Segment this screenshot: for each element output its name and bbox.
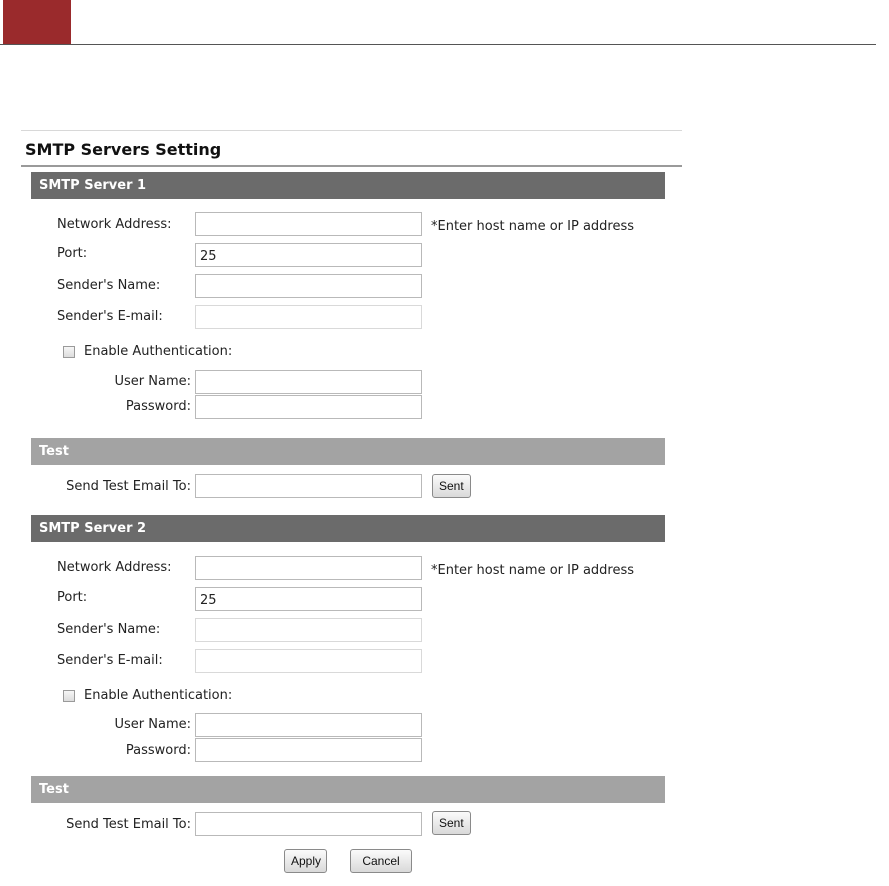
sent-button-2[interactable]: Sent bbox=[432, 811, 471, 835]
network-address-label: Network Address: bbox=[57, 217, 172, 232]
network-address-label: Network Address: bbox=[57, 560, 172, 575]
enable-auth-label: Enable Authentication: bbox=[84, 688, 233, 703]
password-input-2[interactable] bbox=[195, 738, 422, 762]
test-email-label: Send Test Email To: bbox=[66, 479, 191, 494]
enable-auth-label: Enable Authentication: bbox=[84, 344, 233, 359]
username-label: User Name: bbox=[114, 717, 191, 732]
sender-name-input-2[interactable] bbox=[195, 618, 422, 642]
network-address-hint: *Enter host name or IP address bbox=[431, 219, 635, 234]
section-header-smtp-server-1: SMTP Server 1 bbox=[31, 172, 665, 199]
sender-name-input-1[interactable] bbox=[195, 274, 422, 298]
sender-name-label: Sender's Name: bbox=[57, 622, 161, 637]
cancel-button[interactable]: Cancel bbox=[350, 849, 412, 873]
network-address-input-1[interactable] bbox=[195, 212, 422, 236]
username-input-2[interactable] bbox=[195, 713, 422, 737]
port-input-1[interactable] bbox=[195, 243, 422, 267]
username-input-1[interactable] bbox=[195, 370, 422, 394]
page-title: SMTP Servers Setting bbox=[25, 140, 222, 159]
section-header-smtp-server-2: SMTP Server 2 bbox=[31, 515, 665, 542]
enable-auth-checkbox-2[interactable] bbox=[63, 690, 75, 702]
enable-auth-checkbox-1[interactable] bbox=[63, 346, 75, 358]
header-brand-block bbox=[3, 0, 71, 44]
apply-button[interactable]: Apply bbox=[284, 849, 327, 873]
header-divider bbox=[0, 44, 876, 45]
port-label: Port: bbox=[57, 246, 88, 261]
network-address-hint: *Enter host name or IP address bbox=[431, 563, 635, 578]
password-label: Password: bbox=[125, 743, 191, 758]
port-input-2[interactable] bbox=[195, 587, 422, 611]
username-label: User Name: bbox=[114, 374, 191, 389]
password-label: Password: bbox=[125, 399, 191, 414]
page-title-bar bbox=[21, 130, 682, 167]
sender-email-input-1[interactable] bbox=[195, 305, 422, 329]
section-header-test-1: Test bbox=[31, 438, 665, 465]
test-email-input-1[interactable] bbox=[195, 474, 422, 498]
sender-email-input-2[interactable] bbox=[195, 649, 422, 673]
port-label: Port: bbox=[57, 590, 88, 605]
section-header-test-2: Test bbox=[31, 776, 665, 803]
sender-email-label: Sender's E-mail: bbox=[57, 653, 163, 668]
password-input-1[interactable] bbox=[195, 395, 422, 419]
test-email-input-2[interactable] bbox=[195, 812, 422, 836]
sender-name-label: Sender's Name: bbox=[57, 278, 161, 293]
network-address-input-2[interactable] bbox=[195, 556, 422, 580]
test-email-label: Send Test Email To: bbox=[66, 817, 191, 832]
sender-email-label: Sender's E-mail: bbox=[57, 309, 163, 324]
sent-button-1[interactable]: Sent bbox=[432, 474, 471, 498]
